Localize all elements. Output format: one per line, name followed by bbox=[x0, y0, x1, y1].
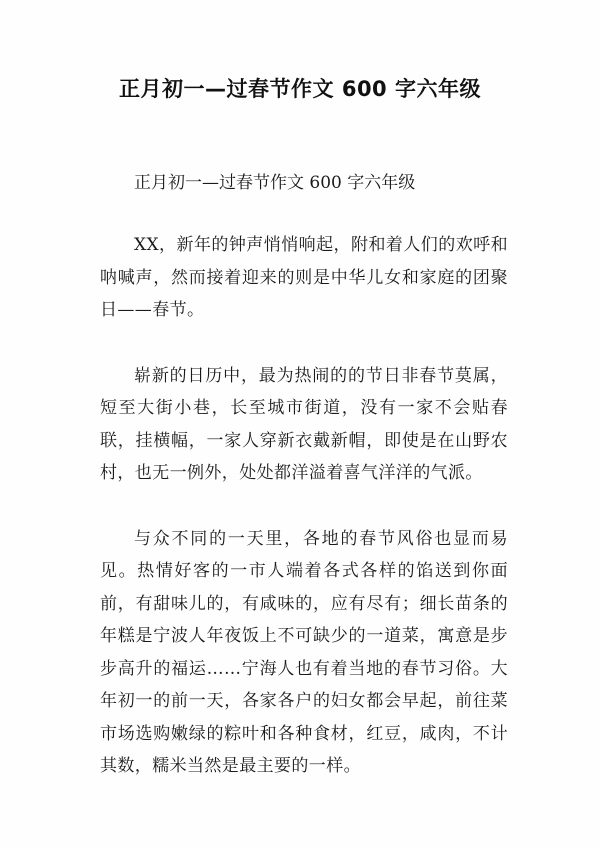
document-title: 正月初一—过春节作文 600 字六年级 bbox=[119, 77, 481, 101]
paragraph-1: XX，新年的钟声悄悄响起，附和着人们的欢呼和呐喊声，然而接着迎来的则是中华儿女和家庭的团聚日——春节。 bbox=[100, 235, 508, 320]
paragraph-2: 崭新的日历中，最为热闹的的节日非春节莫属，短至大街小巷，长至城市街道，没有一家不会贴春联，挂横幅，一家人穿新衣戴新帽，即使是在山野农村，也无一例外，处处都洋溢着喜气洋洋的气派。 bbox=[100, 365, 508, 483]
document-subtitle: 正月初一—过春节作文 600 字六年级 bbox=[134, 173, 416, 193]
document-body bbox=[100, 166, 508, 816]
paragraph-3: 与众不同的一天里，各地的春节风俗也显而易见。热情好客的一市人端着各式各样的馅送到你面前，有甜味儿的，有咸味的，应有尽有；细长苗条的年糕是宁波人年夜饭上不可缺少的一道菜，寓意是步步高升的福运……宁海人也有着当地的春节习俗。大年初一的前一天，各家各户的妇女都会早起，前往菜市场选购嫩绿的粽叶和各种食材，红豆，咸肉，不计其数，糯米当然是最主要的一样。 bbox=[100, 528, 508, 776]
